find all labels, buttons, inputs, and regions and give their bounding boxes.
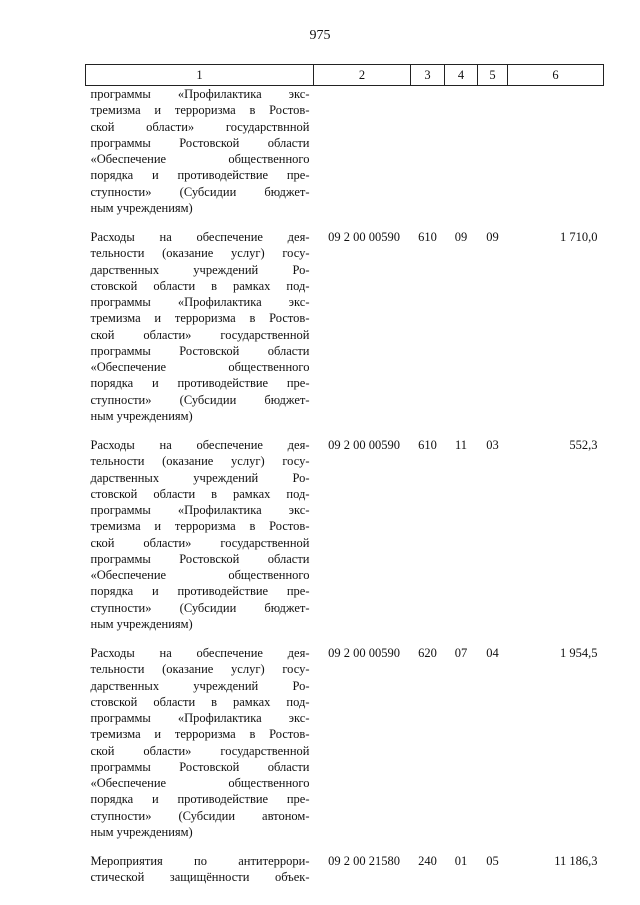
row-subsection: 04	[486, 646, 499, 660]
row-spacer	[86, 632, 604, 645]
table-row	[86, 645, 604, 840]
description-line: порядка и противодействие пре-	[90, 792, 310, 807]
row-expense-type	[411, 86, 445, 217]
spacer-cell	[314, 216, 411, 229]
row-section: 11	[454, 438, 468, 452]
description-line: программы Ростовской области	[90, 759, 310, 774]
description-line: программы «Профилактика экс-	[90, 295, 310, 309]
spacer-cell	[445, 632, 478, 645]
row-expense-type: 240	[418, 854, 437, 868]
description-line: стической защищённости объек-	[90, 870, 310, 885]
row-description	[86, 86, 314, 217]
table-row	[86, 853, 604, 886]
spacer-cell	[86, 632, 314, 645]
description-line: тельности (оказание услуг) госу-	[90, 454, 310, 469]
row-amount	[508, 86, 604, 217]
description-line: программы Ростовской области	[90, 135, 310, 150]
row-amount: 1 954,5	[560, 646, 598, 660]
row-description	[86, 645, 314, 840]
row-expense-type: 610	[418, 230, 437, 244]
description-line: «Обеспечение общественного	[90, 568, 310, 582]
spacer-cell	[86, 216, 314, 229]
table-row	[86, 86, 604, 217]
row-subsection	[478, 86, 508, 217]
row-amount: 11 186,3	[554, 854, 598, 868]
spacer-cell	[411, 424, 445, 437]
description-line: тремизма и терроризма в Ростов-	[90, 727, 310, 742]
spacer-cell	[478, 216, 508, 229]
description-line: Расходы на обеспечение дея-	[90, 438, 310, 452]
description-line: ным учреждениям)	[90, 616, 193, 631]
spacer-cell	[445, 840, 478, 853]
description-line: программы «Профилактика экс-	[90, 711, 310, 725]
description-line: ской области» государственной	[90, 327, 310, 342]
row-subsection: 09	[486, 230, 499, 244]
description-line: стовской области в рамках под-	[90, 486, 310, 501]
row-expense-type: 620	[418, 646, 437, 660]
row-subsection: 05	[486, 854, 499, 868]
description-line: ным учреждениям)	[90, 200, 193, 215]
spacer-cell	[411, 840, 445, 853]
description-line: дарственных учреждений Ро-	[90, 470, 310, 485]
description-line: «Обеспечение общественного	[90, 776, 310, 790]
description-line: ступности» (Субсидии бюджет-	[90, 184, 310, 199]
row-spacer	[86, 424, 604, 437]
spacer-cell	[508, 216, 604, 229]
spacer-cell	[478, 424, 508, 437]
description-line: тремизма и терроризма в Ростов-	[90, 311, 310, 326]
row-target-code: 09 2 00 21580	[328, 854, 400, 868]
description-line: «Обеспечение общественного	[90, 152, 310, 166]
description-line: ным учреждениям)	[90, 408, 193, 423]
spacer-cell	[411, 632, 445, 645]
description-line: порядка и противодействие пре-	[90, 584, 310, 599]
spacer-cell	[508, 632, 604, 645]
row-section: 01	[454, 854, 468, 868]
table-header	[86, 65, 604, 86]
spacer-cell	[508, 840, 604, 853]
row-amount: 1 710,0	[560, 230, 598, 244]
description-line: ской области» государственной	[90, 743, 310, 758]
spacer-cell	[314, 632, 411, 645]
spacer-cell	[445, 424, 478, 437]
row-subsection: 03	[486, 438, 499, 452]
spacer-cell	[478, 632, 508, 645]
row-description	[86, 437, 314, 632]
row-description	[86, 853, 314, 886]
budget-table	[85, 64, 604, 886]
description-line: стовской области в рамках под-	[90, 278, 310, 293]
description-line: Расходы на обеспечение дея-	[90, 646, 310, 660]
spacer-cell	[86, 424, 314, 437]
description-line: ступности» (Субсидии автоном-	[90, 808, 310, 823]
description-line: порядка и противодействие пре-	[90, 376, 310, 391]
description-line: ской области» государственной	[90, 535, 310, 550]
header-col-3: 3	[411, 65, 445, 86]
description-line: программы Ростовской области	[90, 551, 310, 566]
description-line: тельности (оказание услуг) госу-	[90, 662, 310, 677]
description-line: тремизма и терроризма в Ростов-	[90, 519, 310, 534]
spacer-cell	[411, 216, 445, 229]
spacer-cell	[314, 424, 411, 437]
spacer-cell	[508, 424, 604, 437]
row-expense-type: 610	[418, 438, 437, 452]
description-line: программы «Профилактика экс-	[90, 87, 310, 101]
header-col-5: 5	[478, 65, 508, 86]
table-body	[86, 86, 604, 886]
description-line: Мероприятия по антитеррори-	[90, 854, 310, 868]
row-section: 07	[454, 646, 468, 660]
header-col-2: 2	[314, 65, 411, 86]
description-line: дарственных учреждений Ро-	[90, 678, 310, 693]
spacer-cell	[314, 840, 411, 853]
header-col-6: 6	[508, 65, 604, 86]
table-row	[86, 229, 604, 424]
row-target-code: 09 2 00 00590	[328, 438, 400, 452]
description-line: ступности» (Субсидии бюджет-	[90, 600, 310, 615]
row-target-code: 09 2 00 00590	[328, 230, 400, 244]
description-line: тремизма и терроризма в Ростов-	[90, 103, 310, 118]
description-line: тельности (оказание услуг) госу-	[90, 246, 310, 261]
table-row	[86, 437, 604, 632]
row-section	[445, 86, 478, 217]
description-line: Расходы на обеспечение дея-	[90, 230, 310, 244]
description-line: ступности» (Субсидии бюджет-	[90, 392, 310, 407]
spacer-cell	[445, 216, 478, 229]
spacer-cell	[86, 840, 314, 853]
row-target-code: 09 2 00 00590	[328, 646, 400, 660]
description-line: ным учреждениям)	[90, 824, 193, 839]
row-section: 09	[454, 230, 468, 244]
row-target-code	[314, 86, 411, 217]
description-line: «Обеспечение общественного	[90, 360, 310, 374]
row-description	[86, 229, 314, 424]
page-number: 975	[309, 28, 331, 43]
description-line: программы Ростовской области	[90, 343, 310, 358]
spacer-cell	[478, 840, 508, 853]
row-spacer	[86, 216, 604, 229]
description-line: стовской области в рамках под-	[90, 694, 310, 709]
row-spacer	[86, 840, 604, 853]
header-row	[86, 65, 604, 86]
description-line: порядка и противодействие пре-	[90, 168, 310, 183]
description-line: ской области» государствнной	[90, 119, 310, 134]
row-amount: 552,3	[569, 438, 598, 452]
description-line: программы «Профилактика экс-	[90, 503, 310, 517]
header-col-4: 4	[445, 65, 478, 86]
description-line: дарственных учреждений Ро-	[90, 262, 310, 277]
header-col-1: 1	[86, 65, 314, 86]
